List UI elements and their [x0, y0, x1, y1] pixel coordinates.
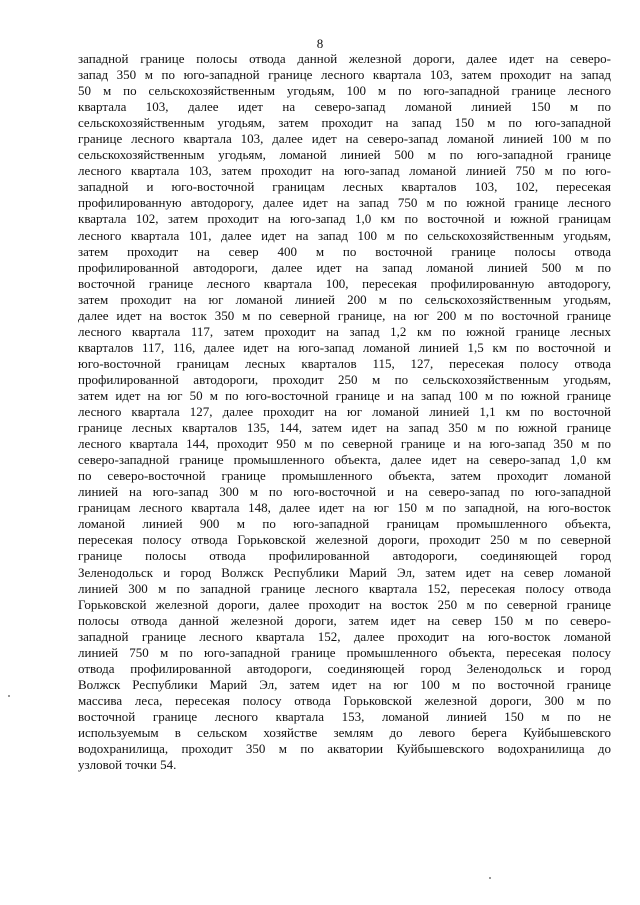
text-line: границе полосы отвода профилированной автодороги, соединяющей город [78, 548, 611, 564]
text-line: используемым в сельском хозяйстве землям до левого берега Куйбышевского [78, 724, 611, 740]
text-line: западной границе лесного квартала 152, далее проходит на юго-восток ломаной [78, 628, 611, 644]
text-line: 50 м по сельскохозяйственным угодьям, 100 м по юго-западной границе лесного [78, 83, 611, 99]
text-line: северо-западной границе промышленного объекта, далее идет на северо-запад 1,0 км [78, 452, 611, 468]
text-line: узловой точки 54. [78, 757, 177, 773]
text-line: водохранилища, проходит 350 м по акватории Куйбышевского водохранилища до [78, 741, 611, 757]
text-line: юго-восточной границам лесных кварталов 115, 127, пересекая полосу отвода [78, 355, 611, 371]
scan-speck [8, 695, 10, 697]
text-line: лесного квартала 103, затем проходит на юго-запад ломаной линией 750 м по юго- [78, 163, 611, 179]
text-line: западной границе полосы отвода данной железной дороги, далее идет на северо- [78, 51, 611, 66]
text-line: линией 750 м по юго-западной границе промышленного объекта, пересекая полосу [78, 644, 611, 660]
text-line: квартала 102, затем проходит на юго-запад 1,0 км по восточной и южной границам [78, 211, 611, 227]
text-line: профилированной автодороги, проходит 250 м по сельскохозяйственным угодьям, [78, 371, 611, 387]
text-line: восточной границе лесного квартала 100, пересекая профилированную автодорогу, [78, 275, 611, 291]
text-line: затем проходит на север 400 м по восточной границе полосы отвода [78, 243, 611, 259]
text-line: кварталов 117, 116, далее идет на юго-запад ломаной линией 1,5 км по восточной и [78, 339, 611, 355]
text-line: границе лесного квартала 103, далее идет на северо-запад ломаной линией 100 м по [78, 131, 611, 147]
text-line: границам лесного квартала 148, далее идет на юг 150 м по западной, на юго-восток [78, 500, 611, 516]
text-line: профилированной автодороги, далее идет на запад ломаной линией 500 м по [78, 259, 611, 275]
text-line: полосы отвода данной железной дороги, затем идет на север 150 м по северо- [78, 612, 611, 628]
text-line: отвода профилированной автодороги, соединяющей город Зеленодольск и город [78, 660, 611, 676]
text-line: пересекая полосу отвода Горьковской железной дороги, проходит 250 м по северной [78, 532, 611, 548]
text-line: Горьковской железной дороги, далее проходит на восток 250 м по северной границе [78, 596, 611, 612]
text-line: квартала 103, далее идет на северо-запад ломаной линией 150 м по [78, 99, 611, 115]
text-line: ломаной линией 900 м по юго-западной границам промышленного объекта, [78, 516, 611, 532]
text-line: затем идет на юг 50 м по юго-восточной границе и на запад 100 м по южной границе [78, 387, 611, 403]
text-line: лесного квартала 127, далее проходит на юг ломаной линией 1,1 км по восточной [78, 404, 611, 420]
text-line: сельскохозяйственным угодьям, затем проходит на запад 150 м по юго-западной [78, 115, 611, 131]
text-line: запад 350 м по юго-западной границе лесного квартала 103, затем проходит на запад [78, 67, 611, 83]
text-line: Волжск Республики Марий Эл, затем идет на юг 100 м по восточной границе [78, 676, 611, 692]
scan-speck [489, 877, 491, 879]
text-line: границе лесных кварталов 135, 144, затем идет на запад 350 м по южной границе [78, 420, 611, 436]
text-line: восточной границе лесного квартала 153, ломаной линией 150 м по не [78, 708, 611, 724]
text-line: лесного квартала 101, далее идет на запад 100 м по сельскохозяйственным угодьям, [78, 227, 611, 243]
text-line: массива леса, пересекая полосу отвода Горьковской железной дороги, 300 м по [78, 692, 611, 708]
text-line: далее идет на восток 350 м по северной границе, на юг 200 м по восточной границе [78, 307, 611, 323]
text-line: по северо-восточной границе промышленного объекта, затем проходит ломаной [78, 468, 611, 484]
text-line: профилированную автодорогу, далее идет на запад 750 м по южной границе лесного [78, 195, 611, 211]
text-line: линией 300 м по западной границе лесного квартала 152, пересекая полосу отвода [78, 580, 611, 596]
body-paragraph [78, 51, 611, 773]
text-line: Зеленодольск и город Волжск Республики Марий Эл, затем идет на север ломаной [78, 564, 611, 580]
page-number: 8 [316, 36, 324, 51]
text-line: затем проходит на юг ломаной линией 200 м по сельскохозяйственным угодьям, [78, 291, 611, 307]
text-line: западной и юго-восточной границам лесных кварталов 103, 102, пересекая [78, 179, 611, 195]
text-line: лесного квартала 117, затем проходит на запад 1,2 км по южной границе лесных [78, 323, 611, 339]
text-line: лесного квартала 144, проходит 950 м по северной границе и на юго-запад 350 м по [78, 436, 611, 452]
text-line: сельскохозяйственным угодьям, ломаной линией 500 м по юго-западной границе [78, 147, 611, 163]
text-line: линией на юго-запад 300 м по юго-восточной и на северо-запад по юго-западной [78, 484, 611, 500]
